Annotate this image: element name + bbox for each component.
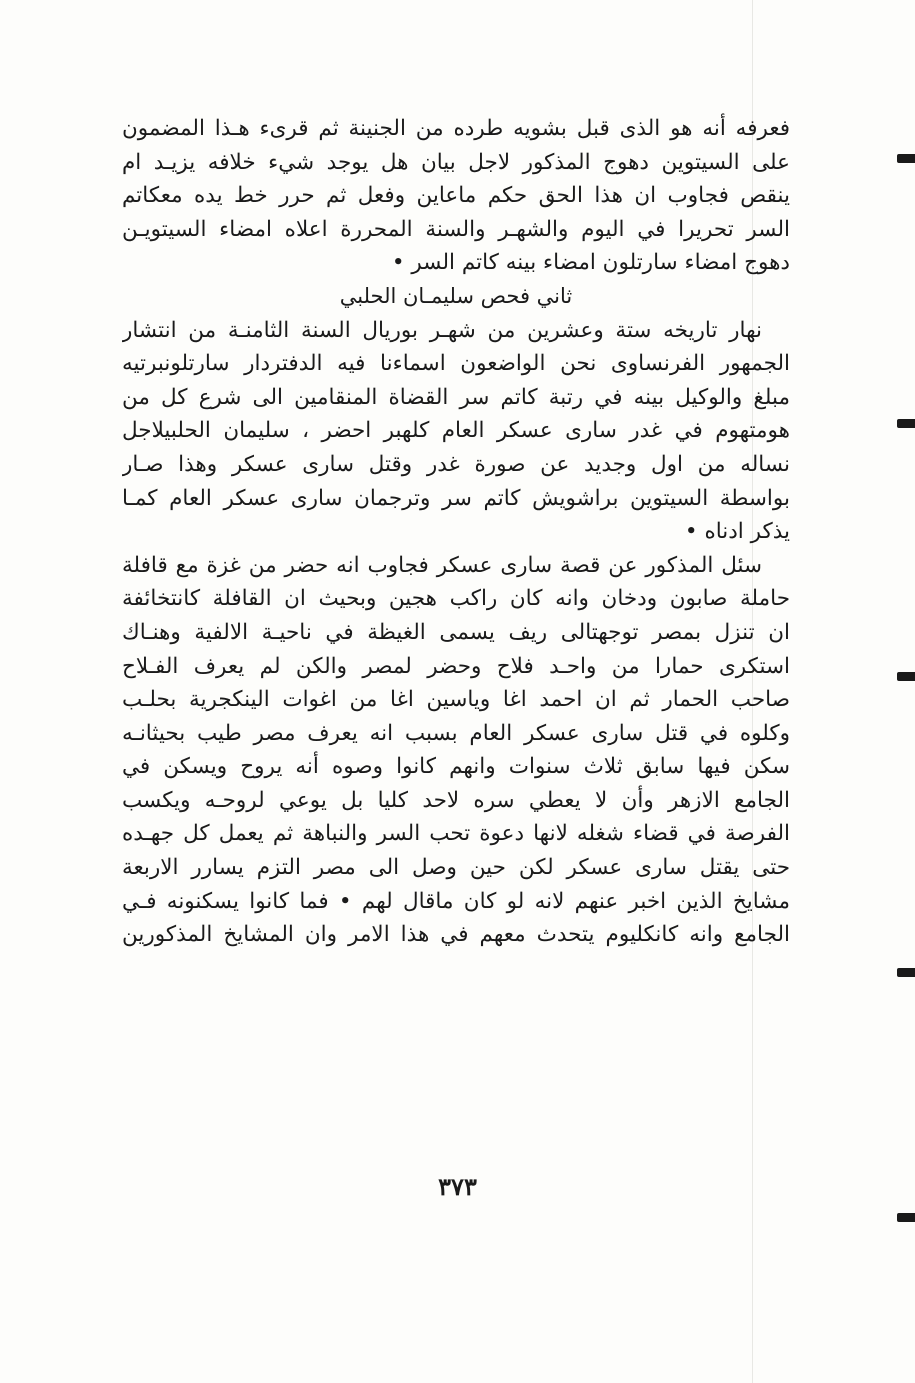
text-line: يذكر ادناه •	[684, 519, 790, 545]
page-number: ٣٧٣	[438, 1172, 477, 1201]
text-line: الجامع الازهر وأن لا يعطي سره لاحد كليا بل يوعي لروحـه ويكسب	[122, 787, 790, 813]
text-line: الفرصة في قضاء شغله لانها دعوة تحب السر والنباهة ثم يعمل كل جهـده	[122, 821, 790, 847]
section-heading: ثاني فحص سليمـان الحلبي	[339, 283, 573, 308]
text-line: الجمهور الفرنساوى نحن الواضعون اسماءنا فيه الدفتردار سارتلونبرتيه	[122, 351, 790, 377]
text-line: حتى يقتل سارى عسكر لكن حين وصل الى مصر التزم يسارر الاربعة	[122, 855, 790, 881]
text-line: سكن فيها سابق ثلاث سنوات وانهم كانوا وصوه أنه يروح ويسكن في	[122, 754, 790, 780]
text-line: مبلغ والوكيل بينه في رتبة كاتم سر القضاة المنقامين الى شرع كل من	[122, 384, 790, 410]
body-text	[122, 112, 790, 952]
text-line: على السيتوين دهوج المذكور لاجل بيان هل يوجد شيء خلافه يزيـد ام	[122, 149, 790, 175]
text-line: فعرفه أنه هو الذى قبل بشويه طرده من الجنينة ثم قرىء هـذا المضمون	[122, 116, 790, 141]
text-line: دهوج امضاء سارتلون امضاء بينه كاتم السر •	[391, 250, 790, 276]
text-line: السر تحريرا في اليوم والشهـر والسنة المحررة اعلاه امضاء السيتويـن	[122, 216, 790, 242]
binding-mark	[897, 1213, 915, 1222]
text-line: ان تنزل بمصر توجهتالى ريف يسمى الغيظة في ناحيـة الالفية وهنـاك	[122, 619, 790, 645]
binding-mark	[897, 672, 915, 681]
text-line: استكرى حمارا من واحـد فلاح وحضر لمصر والكن لم يعرف الفـلاح	[122, 653, 790, 679]
text-line: صاحب الحمار ثم ان احمد اغا وياسين اغا من اغوات الينكجرية بحلـب	[122, 687, 790, 713]
text-line: سئل المذكور عن قصة سارى عسكر فجاوب انه حضر من غزة مع قافلة	[122, 552, 762, 578]
text-line: وكلوه في قتل سارى عسكر العام بسبب انه يعرف مصر طيب بحيثانـه	[122, 720, 790, 746]
text-line: نساله من اول وجديد عن صورة غدر وقتل سارى عسكر وهذا صـار	[122, 451, 790, 477]
text-line: حاملة صابون ودخان وانه كان راكب هجين وبحيث ان القافلة كانتخائفة	[122, 586, 790, 612]
text-line: نهار تاريخه ستة وعشرين من شهـر بوريال السنة الثامنـة من انتشار	[122, 317, 762, 343]
text-line: مشايخ الذين اخبر عنهم لانه لو كان ماقال لهم • فما كانوا يسكنونه فـي	[122, 888, 790, 914]
binding-mark	[897, 419, 915, 428]
text-line: هومتهوم في غدر سارى عسكر العام كلهبر احضر ، سليمان الحلبيلاجل	[122, 418, 790, 444]
text-line: الجامع وانه كانكليوم يتحدث معهم في هذا الامر وان المشايخ المذكورين	[122, 922, 790, 948]
text-line: ينقص فجاوب ان هذا الحق حكم ماعاين وفعل ثم حرر خط يده معكاتم	[122, 183, 790, 209]
binding-mark	[897, 968, 915, 977]
binding-mark	[897, 154, 915, 163]
text-line: بواسطة السيتوين براشويش كاتم سر وترجمان سارى عسكر العام كمـا	[122, 485, 790, 511]
